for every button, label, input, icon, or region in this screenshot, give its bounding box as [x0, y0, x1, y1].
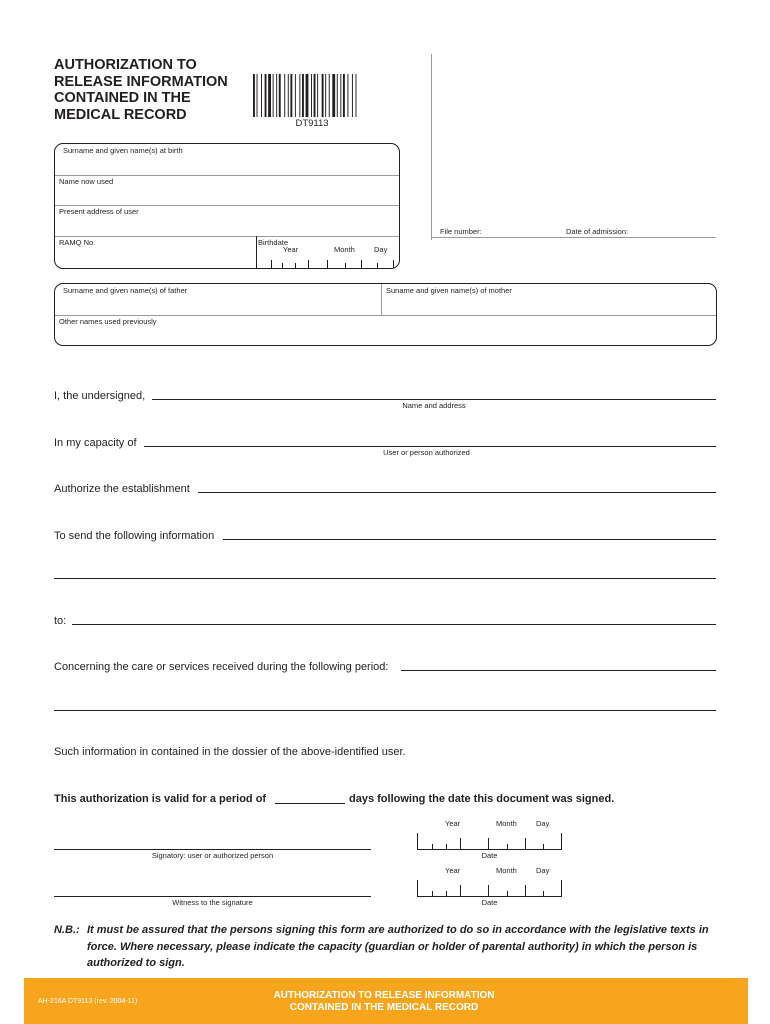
- information-field-2[interactable]: [56, 563, 715, 579]
- sign-date-tick: [561, 833, 562, 849]
- witness-date-tick: [432, 891, 433, 896]
- file-number-field[interactable]: [486, 224, 560, 238]
- birthdate-tick: [327, 260, 328, 268]
- row-divider: [55, 236, 399, 237]
- barcode-bar: [268, 74, 271, 117]
- witness-date-year-label: Year: [445, 866, 461, 875]
- patient-identification-box: [54, 143, 400, 269]
- witness-date-tick: [488, 885, 489, 896]
- barcode-bar: [295, 74, 296, 117]
- barcode-bar: [253, 74, 255, 117]
- establishment-field[interactable]: [202, 477, 716, 493]
- mother-field[interactable]: [385, 296, 709, 314]
- nb-text: It must be assured that the persons signing this form are authorized to do so in accordance with the legislative texts in force. Where necessary, please indicate the capacity (guardian or holder of parental authority) in which the person is authorized to sign.: [87, 924, 709, 969]
- barcode-bar: [317, 74, 318, 117]
- recipient-field[interactable]: [76, 609, 715, 625]
- present-address-label: Present address of user: [59, 207, 139, 216]
- barcode-bar: [284, 74, 285, 117]
- other-names-field[interactable]: [61, 327, 705, 345]
- undersigned-label: I, the undersigned,: [54, 390, 146, 402]
- barcode-bar: [325, 74, 326, 117]
- sign-date-tick: [446, 844, 447, 849]
- form-title-line: MEDICAL RECORD: [54, 106, 187, 123]
- dossier-text: Such information in contained in the dossier of the above-identified user.: [54, 746, 406, 758]
- other-names-label: Other names used previously: [59, 317, 157, 326]
- sign-date-tick: [488, 838, 489, 849]
- ramq-field[interactable]: [61, 249, 255, 267]
- barcode-bar: [314, 74, 316, 117]
- barcode-bar: [311, 74, 312, 117]
- present-address-field[interactable]: [61, 217, 395, 235]
- witness-date-tick: [460, 885, 461, 896]
- validity-days-field[interactable]: [277, 788, 347, 804]
- period-field-2[interactable]: [56, 695, 715, 711]
- witness-date-tick: [561, 880, 562, 896]
- user-authorized-caption: User or person authorized: [383, 448, 470, 457]
- sign-date-caption: Date: [481, 851, 498, 860]
- barcode-bar: [261, 74, 262, 117]
- signatory-caption: Signatory: user or authorized person: [151, 851, 274, 860]
- witness-date-tick: [417, 880, 418, 896]
- sign-date-tick: [525, 838, 526, 849]
- capacity-label: In my capacity of: [54, 437, 137, 449]
- capacity-field[interactable]: [148, 431, 715, 447]
- witness-date-day-label: Day: [536, 866, 550, 875]
- nb-prefix: N.B.:: [54, 924, 80, 936]
- witness-line: [54, 896, 371, 897]
- footer-title-line: CONTAINED IN THE MEDICAL RECORD: [289, 1002, 479, 1013]
- birthdate-label: Birthdate: [258, 238, 289, 247]
- surname-birth-label: Surname and given name(s) at birth: [63, 146, 183, 155]
- witness-date-month-label: Month: [496, 866, 517, 875]
- witness-date-tick: [543, 891, 544, 896]
- birthdate-year-label: Year: [283, 245, 299, 254]
- sign-date-tick: [432, 844, 433, 849]
- birthdate-tick: [377, 263, 378, 268]
- witness-date-tick: [525, 885, 526, 896]
- birthdate-tick: [271, 260, 272, 268]
- barcode-text: DT9113: [295, 118, 329, 129]
- validity-suffix: days following the date this document was signed.: [349, 793, 615, 805]
- footer-title: [254, 990, 514, 1014]
- mother-label: Suname and given name(s) of mother: [386, 286, 512, 295]
- signatory-line: [54, 849, 371, 850]
- nb-note: [54, 922, 724, 972]
- sign-date-tick: [417, 833, 418, 849]
- sign-date-line: [417, 849, 562, 850]
- witness-caption: Witness to the signature: [172, 898, 253, 907]
- barcode-bar: [302, 74, 304, 117]
- header-divider: [431, 54, 432, 240]
- sign-date-day-label: Day: [536, 819, 550, 828]
- information-field[interactable]: [227, 524, 716, 540]
- sign-date-tick: [507, 844, 508, 849]
- name-address-caption: Name and address: [402, 401, 466, 410]
- barcode-bar: [290, 74, 292, 117]
- barcode-bar: [306, 74, 309, 117]
- barcode-bar: [276, 74, 277, 117]
- father-mother-divider: [381, 284, 382, 315]
- birthdate-tick: [282, 263, 283, 268]
- undersigned-field[interactable]: [156, 384, 715, 400]
- footer-form-code: AH-216A DT9113 (rev. 2004-11): [38, 998, 138, 1005]
- witness-date-caption: Date: [481, 898, 498, 907]
- birthdate-tick: [308, 260, 309, 268]
- barcode-bar: [288, 74, 289, 117]
- row-divider: [55, 175, 399, 176]
- validity-prefix: This authorization is valid for a period of: [54, 793, 267, 805]
- barcode-bar: [322, 74, 324, 117]
- barcode-bar: [343, 74, 345, 117]
- ramq-birthdate-divider: [256, 236, 257, 268]
- barcode-bar: [337, 74, 338, 117]
- birthdate-tick: [345, 263, 346, 268]
- birthdate-tick: [295, 263, 296, 268]
- birthdate-tick: [361, 260, 362, 268]
- footer-title-line: AUTHORIZATION TO RELEASE INFORMATION: [273, 990, 495, 1001]
- barcode-bar: [329, 74, 330, 117]
- barcode-bar: [347, 74, 348, 117]
- barcode-bar: [356, 74, 357, 117]
- birthdate-month-label: Month: [334, 245, 355, 254]
- barcode-bar: [332, 74, 335, 117]
- barcode-bar: [257, 74, 258, 117]
- barcode-bar: [279, 74, 281, 117]
- to-label: to:: [54, 615, 67, 627]
- form-title-line: RELEASE INFORMATION: [54, 73, 228, 90]
- name-now-used-field[interactable]: [61, 187, 395, 205]
- row-divider: [55, 315, 716, 316]
- birthdate-tick: [393, 260, 394, 268]
- footer-band: [24, 978, 748, 1024]
- sign-date-tick: [460, 838, 461, 849]
- authorize-label: Authorize the establishment: [54, 483, 190, 495]
- sign-date-tick: [543, 844, 544, 849]
- send-info-label: To send the following information: [54, 530, 215, 542]
- parents-box: [54, 283, 717, 346]
- sign-date-month-label: Month: [496, 819, 517, 828]
- witness-date-tick: [507, 891, 508, 896]
- witness-date-tick: [446, 891, 447, 896]
- barcode-bar: [299, 74, 300, 117]
- barcode-bar: [265, 74, 267, 117]
- birthdate-day-label: Day: [374, 245, 388, 254]
- barcode-bar: [352, 74, 353, 117]
- concerning-label: Concerning the care or services received during the following period:: [54, 661, 389, 673]
- date-of-admission-field[interactable]: [632, 224, 716, 238]
- period-field[interactable]: [405, 655, 715, 671]
- file-number-label: File number:: [440, 227, 482, 236]
- father-label: Surname and given name(s) of father: [63, 286, 188, 295]
- form-title: [54, 57, 228, 123]
- barcode: [252, 74, 372, 119]
- date-of-admission-label: Date of admission:: [566, 227, 629, 236]
- form-title-line: CONTAINED IN THE: [54, 90, 191, 106]
- ramq-label: RAMQ No.: [59, 238, 96, 247]
- sign-date-year-label: Year: [445, 819, 461, 828]
- father-field[interactable]: [61, 296, 375, 314]
- row-divider: [55, 205, 399, 206]
- name-now-used-label: Name now used: [59, 177, 114, 186]
- surname-birth-field[interactable]: [61, 156, 395, 174]
- form-title-line: AUTHORIZATION TO: [54, 57, 197, 73]
- barcode-bar: [273, 74, 274, 117]
- barcode-bar: [340, 74, 341, 117]
- witness-date-line: [417, 896, 562, 897]
